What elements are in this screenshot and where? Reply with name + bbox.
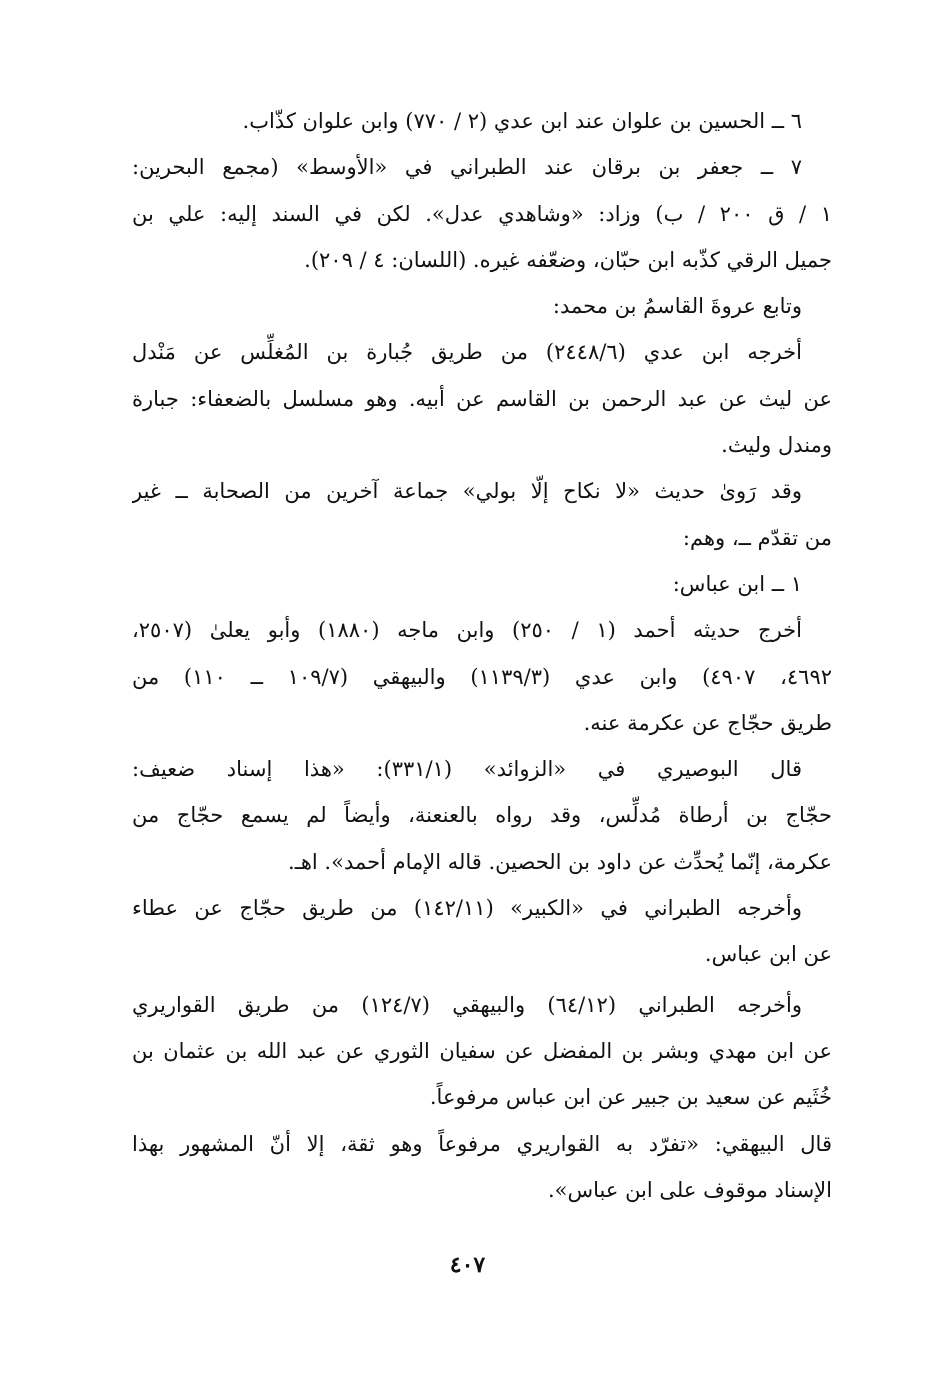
paragraph-bayhaqi-quote bbox=[132, 1121, 832, 1214]
text-line: أخرج حديثه أحمد (١ / ٢٥٠) وابن ماجه (١٨٨٠) وأبو يعلىٰ (٢٥٠٧، bbox=[132, 618, 803, 643]
paragraph-follow-up bbox=[132, 283, 832, 329]
paragraph-item-7 bbox=[132, 144, 832, 283]
page-number: ٤٠٧ bbox=[449, 1252, 486, 1278]
text-line: الإسناد موقوف على ابن عباس». bbox=[547, 1177, 832, 1202]
text-line: وأخرجه الطبراني في «الكبير» (١٤٢/١١) من طريق حجّاج عن عطاء bbox=[132, 896, 802, 921]
paragraph-busiri bbox=[132, 746, 832, 885]
paragraph-tabarani-kabir bbox=[132, 885, 832, 978]
text-line: خُثَيم عن سعيد بن جبير عن ابن عباس مرفوعاً. bbox=[429, 1085, 832, 1110]
text-line: وأخرجه الطبراني (٦٤/١٢) والبيهقي (١٢٤/٧) من طريق القواريري bbox=[132, 992, 802, 1017]
text-line: ومندل وليث. bbox=[721, 433, 832, 458]
text-line: ١ ــ ابن عباس: bbox=[672, 571, 802, 596]
text-line: عن ليث عن عبد الرحمن بن القاسم عن أبيه. وهو مسلسل بالضعفاء: جبارة bbox=[132, 386, 832, 411]
text-line: أخرجه ابن عدي (٢٤٤٨/٦) من طريق جُبارة بن المُغلِّس عن مَنْدل bbox=[132, 340, 802, 365]
body-text bbox=[132, 98, 832, 1213]
text-line: عكرمة، إنّما يُحدِّث عن داود بن الحصين. قاله الإمام أحمد». اهـ. bbox=[288, 849, 832, 874]
text-line: طريق حجّاج عن عكرمة عنه. bbox=[583, 710, 832, 735]
text-line: جميل الرقي كذّبه ابن حبّان، وضعّفه غيره. (اللسان: ٤ / ٢٠٩). bbox=[304, 247, 832, 272]
text-line: وقد رَوىٰ حديث «لا نكاح إلّا بولي» جماعة آخرين من الصحابة ــ غير bbox=[132, 479, 802, 504]
text-line: وتابع عروةَ القاسمُ بن محمد: bbox=[552, 294, 802, 319]
text-line: ٦ ــ الحسين بن علوان عند ابن عدي (٢ / ٧٧٠) وابن علوان كذّاب. bbox=[242, 109, 802, 133]
paragraph-ibn-adi bbox=[132, 329, 832, 468]
paragraph-ahmad bbox=[132, 607, 832, 746]
text-line: ٧ ــ جعفر بن برقان عند الطبراني في «الأوسط» (مجمع البحرين: bbox=[132, 155, 803, 180]
paragraph-other-companions bbox=[132, 468, 832, 561]
text-line: من تقدّم ــ، وهم: bbox=[682, 525, 832, 550]
paragraph-tabarani-bayhaqi bbox=[132, 982, 832, 1121]
text-line: قال البوصيري في «الزوائد» (٣٣١/١): «هذا إسناد ضعيف: bbox=[132, 757, 802, 782]
text-line: ١ / ق ٢٠٠ / ب) وزاد: «وشاهدي عدل». لكن في السند إليه: علي بن bbox=[132, 201, 832, 226]
text-line: ٤٦٩٢، ٤٩٠٧) وابن عدي (١١٣٩/٣) والبيهقي (١٠٩/٧ ــ ١١٠) من bbox=[132, 664, 832, 689]
text-line: قال البيهقي: «تفرّد به القواريري مرفوعاً وهو ثقة، إلا أنّ المشهور بهذا bbox=[132, 1131, 832, 1156]
text-line: حجّاج بن أرطاة مُدلِّس، وقد رواه بالعنعنة، وأيضاً لم يسمع حجّاج من bbox=[132, 803, 832, 828]
text-line: عن ابن مهدي وبشر بن المفضل عن سفيان الثوري عن عبد الله بن عثمان بن bbox=[132, 1038, 832, 1063]
text-line: عن ابن عباس. bbox=[704, 942, 832, 967]
section-heading-ibn-abbas bbox=[132, 561, 832, 607]
paragraph-item-6 bbox=[132, 98, 832, 144]
